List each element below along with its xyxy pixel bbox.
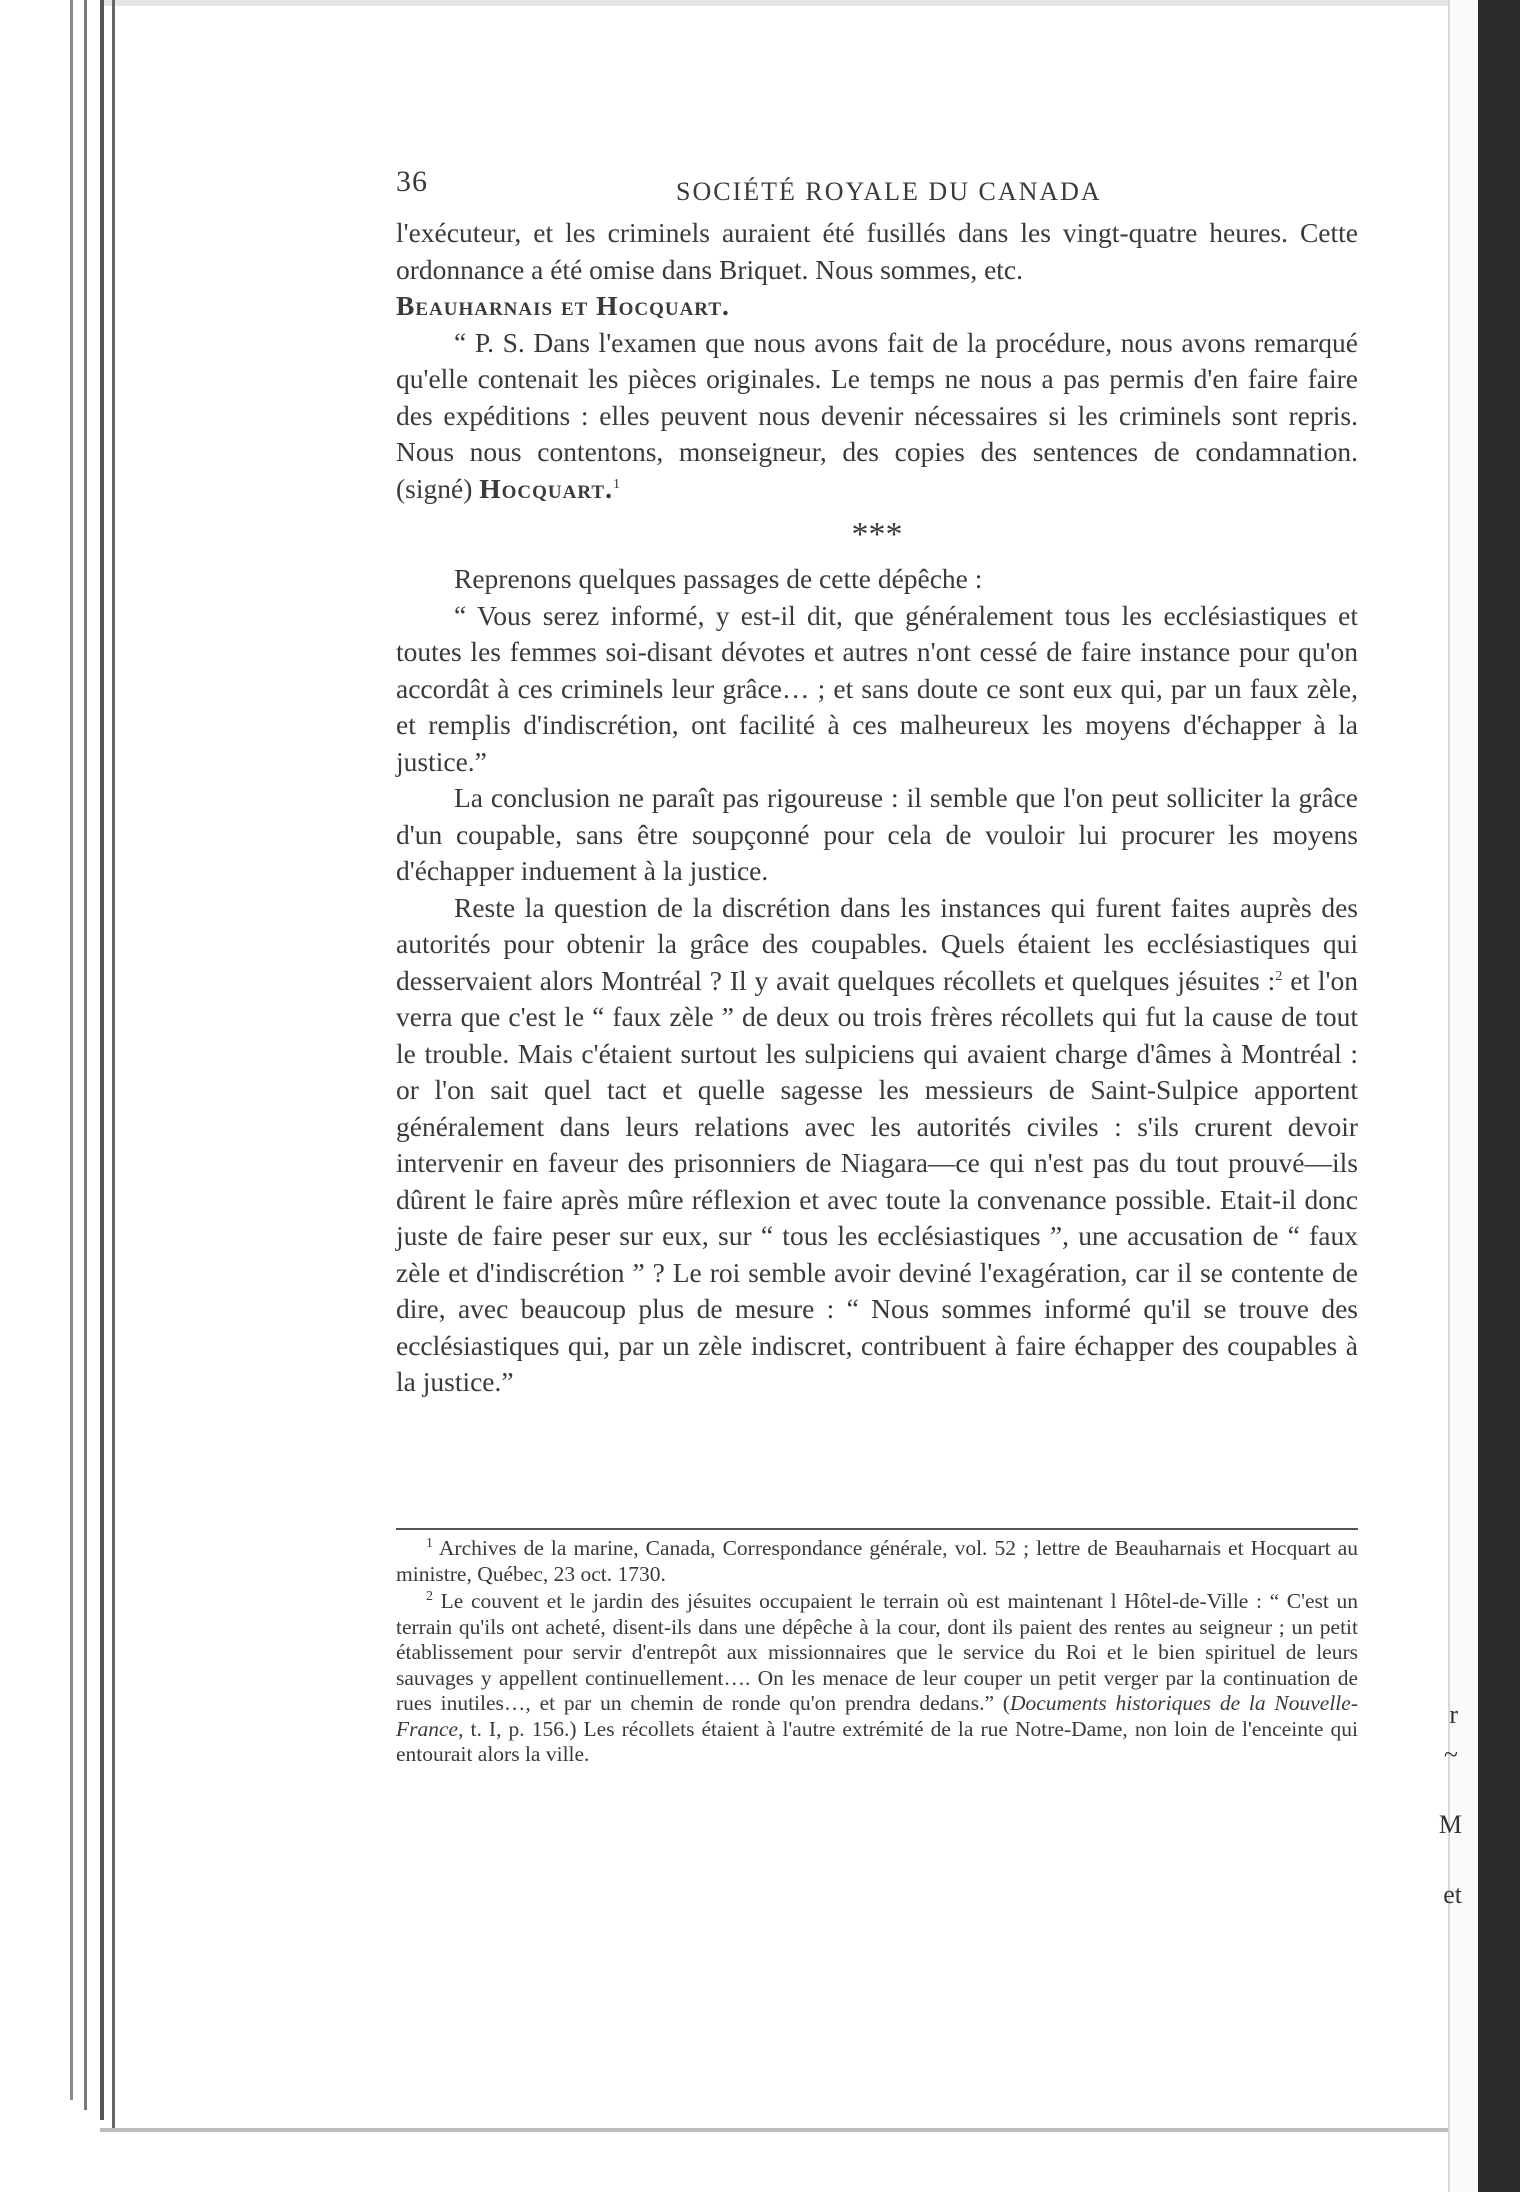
- book-page-edge: [100, 0, 104, 2120]
- margin-fragment: et: [1443, 1880, 1462, 1909]
- next-page-edge: [1448, 0, 1478, 2192]
- page-bottom-edge: [100, 2128, 1480, 2132]
- running-title: SOCIÉTÉ ROYALE DU CANADA: [676, 177, 1102, 206]
- book-page-edge: [70, 0, 73, 2100]
- footnote-text: t. I, p. 156.) Les récollets étaient à l'autre extrémité de la rue Notre-Dame, non loin de l'enceinte qui entourait alors la ville.: [396, 1716, 1359, 1766]
- margin-fragment: M: [1438, 1810, 1462, 1839]
- footnotes: [396, 1536, 1358, 1768]
- page-top-edge: [104, 0, 1484, 6]
- footnote-rule: [396, 1528, 1358, 1530]
- section-separator: ***: [851, 516, 903, 553]
- paragraph: La conclusion ne paraît pas rigoureuse : il semble que l'on peut solliciter la grâce d'un coupable, sans être soupçonné pour cela de vouloir lui procurer les moyens d'échapper induement à la justice.: [396, 782, 1358, 886]
- margin-fragment: ~: [1443, 1740, 1458, 1769]
- footnote-ref: 1: [612, 476, 620, 492]
- paragraph: [396, 215, 1358, 325]
- page-number: 36: [396, 165, 428, 198]
- paragraph: [396, 890, 1358, 1401]
- scan-border: [1478, 0, 1520, 2192]
- footnote-ref: 2: [1275, 968, 1283, 984]
- signature: Beauharnais et Hocquart.: [396, 290, 730, 321]
- paragraph-text: l'exécuteur, et les criminels auraient été fusillés dans les vingt-quatre heures. Cette ordonnance a été omise dans Briquet. Nous sommes, etc.: [396, 217, 1358, 285]
- book-page-edge: [112, 0, 115, 2130]
- main-text: [396, 215, 1358, 1401]
- footnote-citation: Documents historiques de la Nouvelle-France,: [396, 1691, 1358, 1741]
- footnote-text: Archives de la marine, Canada, Correspondance générale, vol. 52 ; lettre de Beauharnais et Hocquart au ministre, Québec, 23 oct. 1730.: [396, 1536, 1358, 1586]
- footnote-marker: 2: [426, 1588, 433, 1604]
- paragraph-text: Reste la question de la discrétion dans les instances qui furent faites auprès des autorités pour obtenir la grâce des coupables. Quels étaient les ecclésiastiques qui desservaient alors Montréal ? Il y avait quelques récollets et quelques jésuites :: [396, 891, 1358, 996]
- footnote-marker: 1: [426, 1535, 433, 1551]
- paragraph: “ Vous serez informé, y est-il dit, que généralement tous les ecclésiastiques et toutes les femmes soi-disant dévotes et autres n'ont cessé de faire instance pour qu'on accordât à ces criminels leur grâce… ; et sans doute ce sont eux qui, par un faux zèle, et remplis d'indiscrétion, ont facilité à ces malheureux les moyens d'échapper à la justice.”: [396, 599, 1358, 777]
- paragraph: Reprenons quelques passages de cette dépêche :: [454, 563, 983, 594]
- paragraph-text: “ P. S. Dans l'examen que nous avons fait de la procédure, nous avons remarqué qu'elle contenait les pièces originales. Le temps ne nous a pas permis d'en faire faire des expéditions : elles peuvent nous devenir nécessaires si les criminels sont repris. Nous nous contentons, monseigneur, des copies des sentences de condamnation. (signé): [396, 326, 1358, 504]
- footnote-text: Le couvent et le jardin des jésuites occupaient le terrain où est maintenant l Hôtel-de-Ville : “ C'est un terrain qu'ils ont acheté, disent-ils dans une dépêche à la cour, dont ils paient des rentes au seigneur ; un petit établissement pour servir d'entrepôt aux missionnaires que le service du Roi et le bien spirituel de leurs sauvages y appellent continuellement…. On les menace de leur couper un petit verger par la continuation de rues inutiles…, et par un chemin de ronde qu'on prendra dedans.” (: [396, 1589, 1358, 1715]
- signature: Hocquart.: [479, 472, 613, 504]
- book-page-edge: [84, 0, 87, 2110]
- footnote: [396, 1536, 1358, 1587]
- paragraph-text: et l'on verra que c'est le “ faux zèle ” de deux ou trois frères récollets qui fut la cause de tout le trouble. Mais c'étaient surtout les sulpiciens qui avaient charge d'âmes à Montréal : or l'on sait quel tact et quelle sagesse les messieurs de Saint-Sulpice apportent généralement dans leurs relations avec les autorités civiles : s'ils crurent devoir intervenir en faveur des prisonniers de Niagara—ce qui n'est pas du tout prouvé—ils dûrent le faire après mûre réflexion et avec toute la convenance possible. Etait-il donc juste de faire peser sur eux, sur “ tous les ecclésiastiques ”, une accusation de “ faux zèle et d'indiscrétion ” ? Le roi semble avoir deviné l'exagération, car il se contente de dire, avec beaucoup plus de mesure : “ Nous sommes informé qu'il se trouve des ecclésiastiques qui, par un zèle indiscret, contribuent à faire échapper des coupables à la justice.”: [396, 964, 1359, 1397]
- page-header: [392, 165, 1362, 205]
- margin-fragment: r: [1449, 1700, 1458, 1729]
- footnote: [396, 1589, 1358, 1768]
- paragraph: [396, 325, 1358, 508]
